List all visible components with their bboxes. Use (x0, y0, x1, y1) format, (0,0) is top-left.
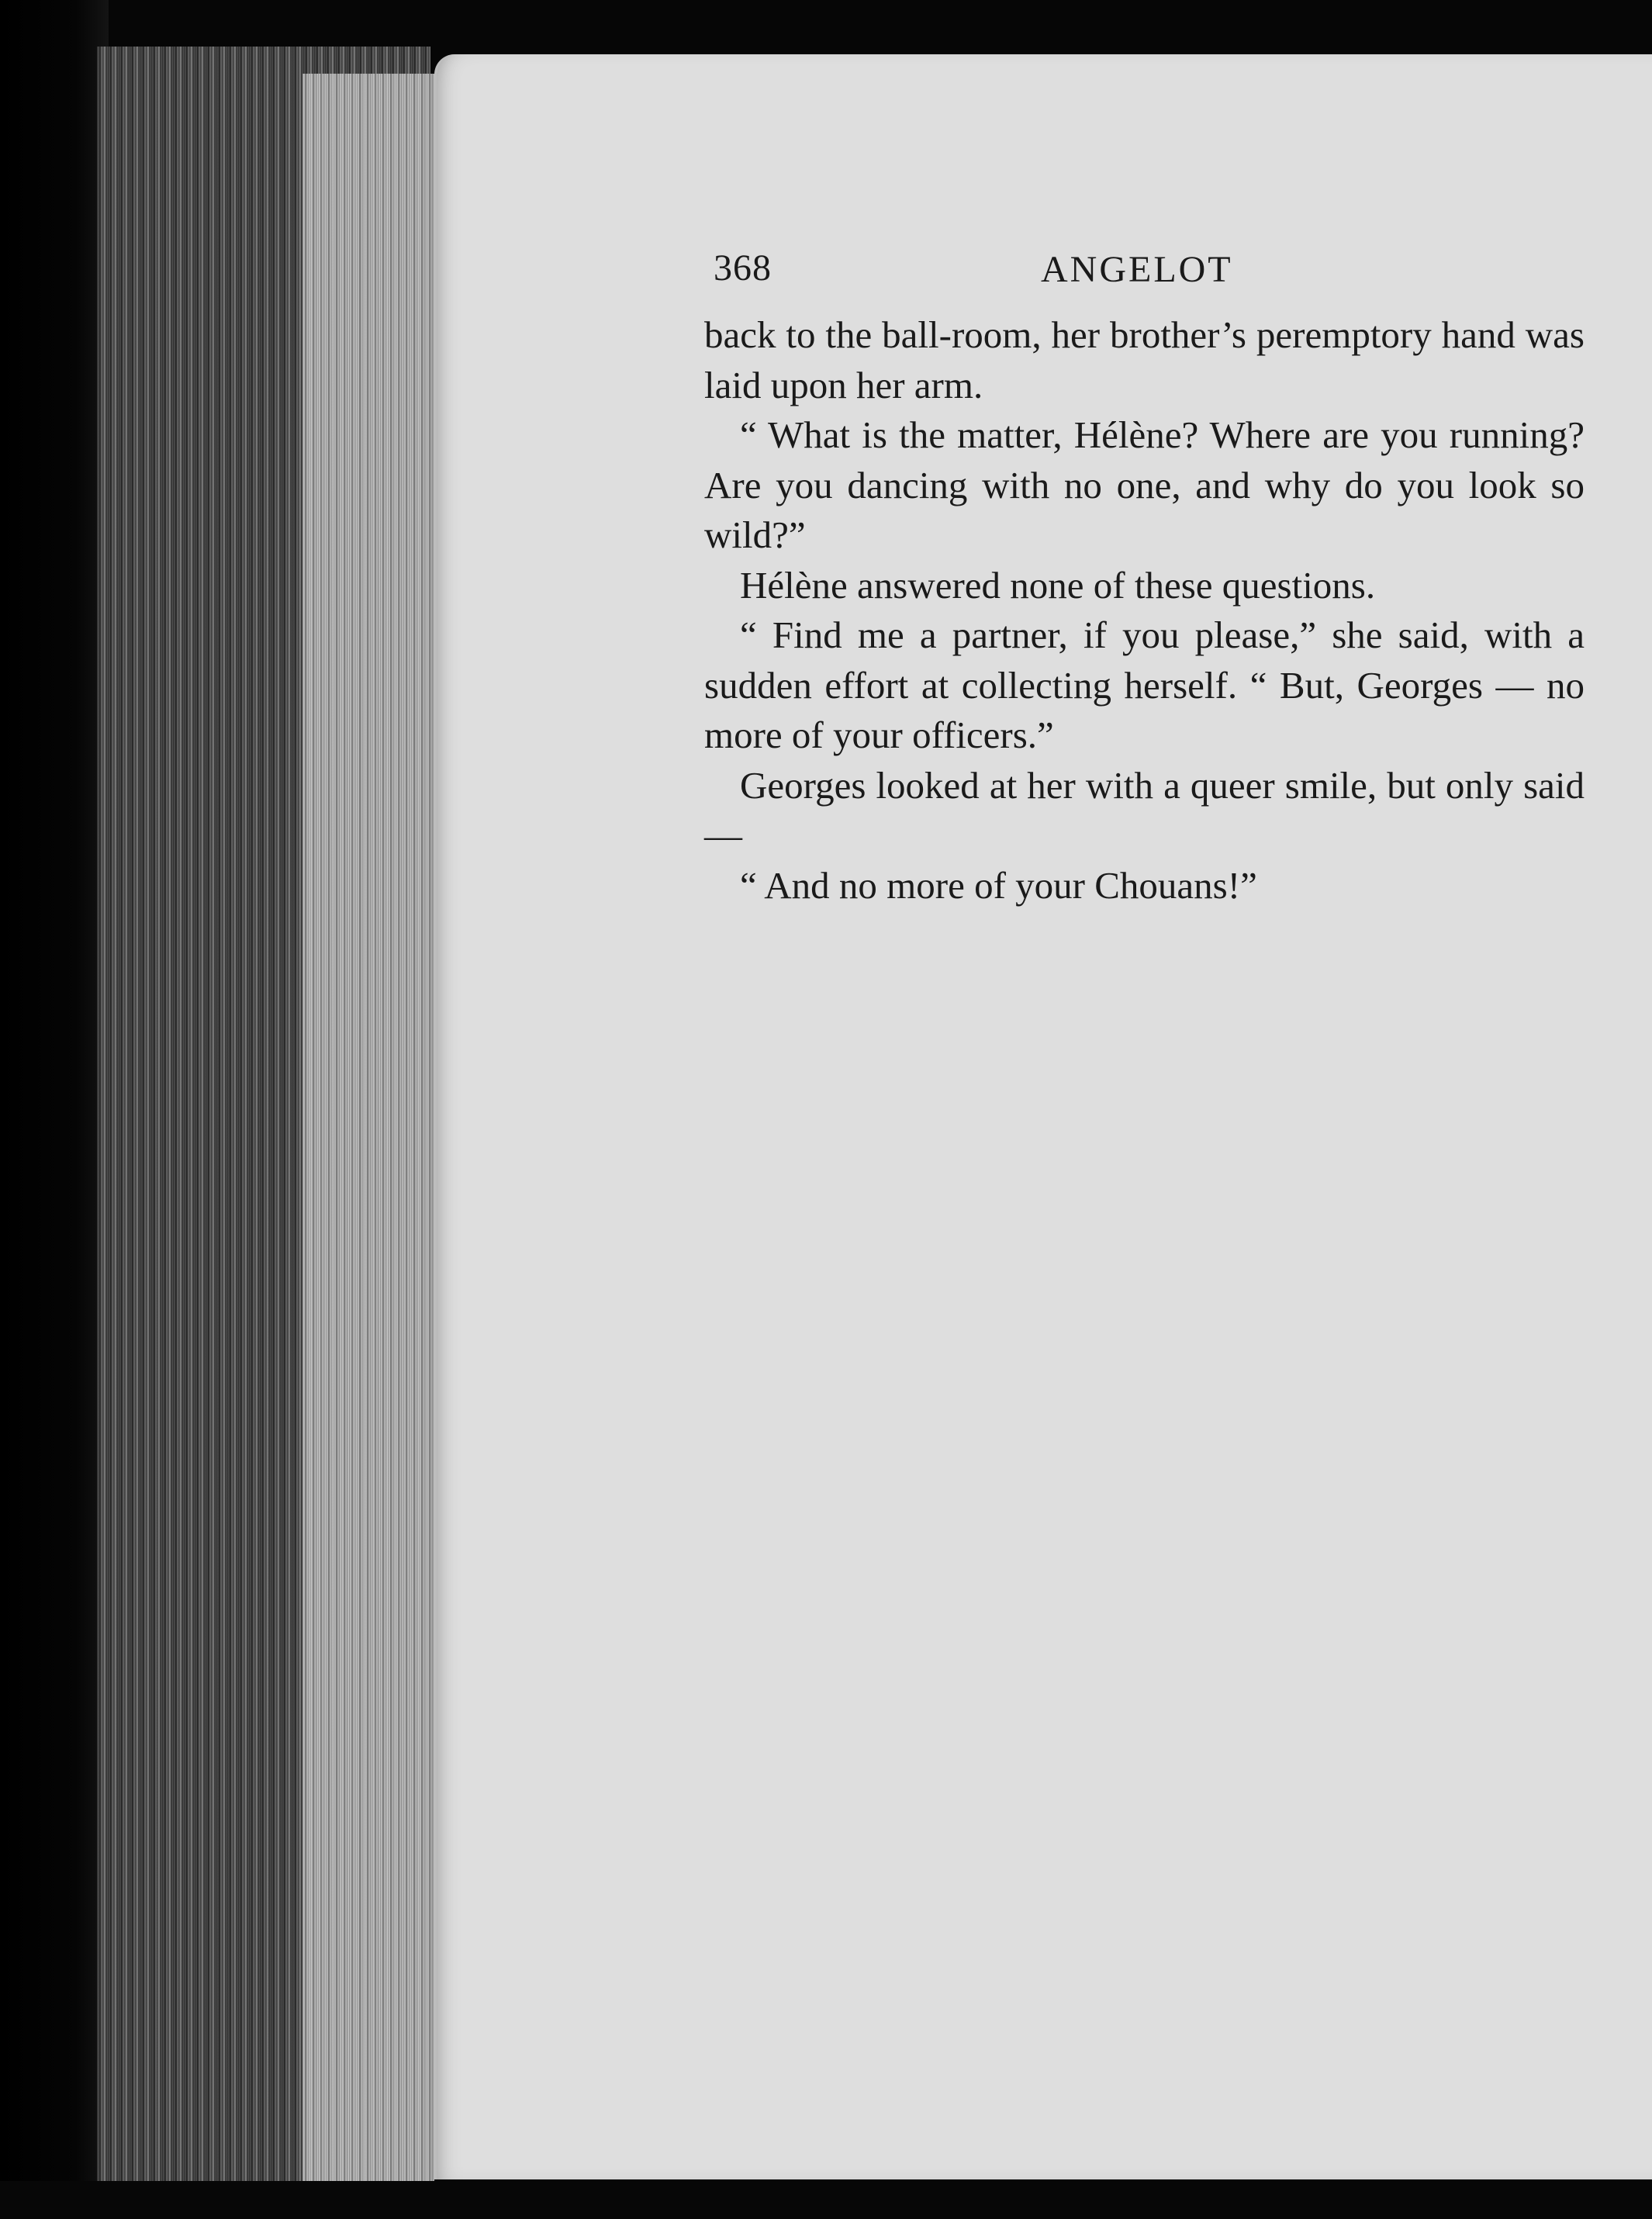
page-number: 368 (714, 247, 772, 289)
running-title: ANGELOT (1041, 249, 1233, 290)
paragraph: “ What is the matter, Hélène? Where are you running? Are you dancing with no one, and why do you look so wild?” (704, 413, 1585, 556)
scan-bottom-margin (0, 2181, 1652, 2219)
text-block (704, 240, 1585, 911)
running-head (704, 240, 1585, 310)
paragraph: Georges looked at her with a queer smile, but only said — (704, 763, 1585, 856)
spine-shadow (0, 0, 109, 2219)
paragraph: Hélène answered none of these questions. (740, 563, 1376, 607)
paragraph: “ And no more of your Chouans!” (740, 863, 1257, 907)
paragraph: back to the ball-room, her brother’s peremptory hand was laid upon her arm. (704, 313, 1585, 406)
page-edges-highlight (302, 74, 434, 2183)
paragraph: “ Find me a partner, if you please,” she said, with a sudden effort at collecting herself. “ But, Georges — no more of your officers.” (704, 614, 1585, 756)
